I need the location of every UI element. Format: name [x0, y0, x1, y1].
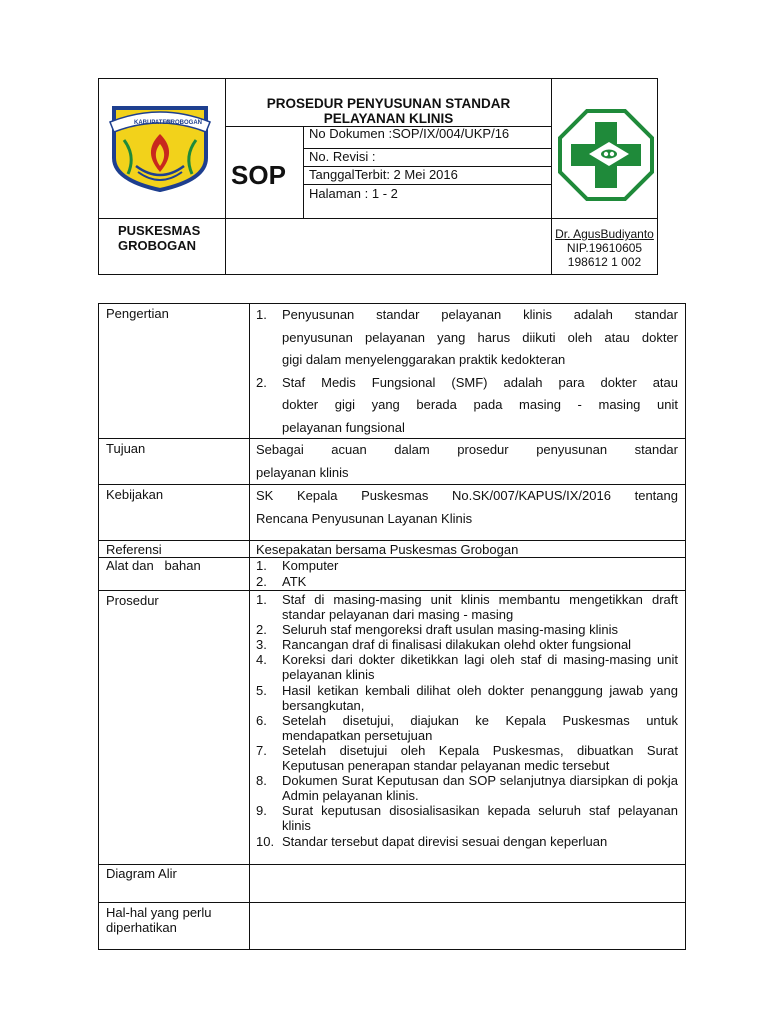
item-number: 1. — [256, 307, 267, 322]
item-line: Staf Medis Fungsional (SMF) adalah para dokter atau — [282, 374, 678, 390]
pengertian-item — [256, 372, 678, 440]
step-text: Setelah disetujui oleh Kepala Puskesmas, dibuatkan Surat Keputusan penerapan standar pelayanan medic tersebut — [282, 742, 678, 774]
alat-content — [256, 558, 678, 589]
step-number: 6. — [256, 712, 267, 728]
step-text: Staf di masing-masing unit klinis membantu mengetikkan draft standar pelayanan dari masing - masing — [282, 592, 678, 623]
step-number: 1. — [256, 592, 267, 607]
prosedur-step — [256, 713, 678, 743]
organization-name-line1: PUSKESMAS — [118, 223, 201, 238]
step-text: Hasil ketikan kembali dilihat oleh dokter penanggung jawab yang bersangkutan, — [282, 682, 678, 713]
step-text: Surat keputusan disosialisasikan kepada seluruh staf pelayanan klinis — [282, 803, 678, 834]
document-title-line2: PELAYANAN KLINIS — [323, 111, 454, 126]
step-text: Setelah disetujui, diajukan ke Kepala Puskesmas untuk mendapatkan persetujuan — [282, 712, 678, 743]
signer-nip-line2: 198612 1 002 — [567, 255, 642, 269]
svg-text:GROBOGAN: GROBOGAN — [166, 120, 202, 126]
step-number: 8. — [256, 773, 267, 789]
step-number: 5. — [256, 682, 267, 698]
prosedur-step — [256, 773, 678, 803]
hal-label-line1: Hal-hal yang perlu — [106, 905, 212, 920]
step-text: Rancangan draf di finalisasi dilakukan olehd okter fungsional — [282, 637, 632, 653]
row-label-referensi: Referensi — [106, 542, 162, 557]
hal-label-line2: diperhatikan — [106, 920, 177, 935]
signer-name: Dr. AgusBudiyanto — [555, 227, 654, 241]
step-text: Koreksi dari dokter diketikkan lagi oleh staf di masing-masing unit pelayanan klinis — [282, 652, 678, 683]
alat-item — [256, 574, 678, 590]
prosedur-step — [256, 834, 678, 849]
kebijakan-line: SK Kepala Puskesmas No.SK/007/KAPUS/IX/2016 tentang — [256, 488, 678, 503]
issue-date: TanggalTerbit: 2 Mei 2016 — [309, 167, 458, 182]
svg-text:KABUPATEN: KABUPATEN — [134, 120, 171, 126]
step-text: Standar tersebut dapat direvisi sesuai dengan keperluan — [282, 833, 608, 849]
grobogan-regency-logo — [106, 100, 214, 192]
step-number: 7. — [256, 742, 267, 758]
signature-block — [552, 227, 657, 269]
puskesmas-logo — [557, 108, 655, 202]
revision-number: No. Revisi : — [309, 149, 376, 164]
pengertian-content — [256, 304, 678, 439]
page-number: Halaman : 1 - 2 — [309, 186, 398, 201]
pengertian-item — [256, 304, 678, 372]
step-number: 10. — [256, 833, 275, 849]
row-label-pengertian: Pengertian — [106, 306, 169, 321]
row-label-kebijakan: Kebijakan — [106, 487, 164, 502]
tujuan-line: Sebagai acuan dalam prosedur penyusunan standar — [256, 442, 678, 457]
item-line: gigi dalam menyelenggarakan praktik kedokteran — [282, 352, 566, 367]
organization-name-line2: GROBOGAN — [118, 238, 196, 253]
item-line: dokter gigi yang berada pada masing - masing unit — [282, 397, 678, 412]
doc-number: No Dokumen :SOP/IX/004/UKP/16 — [309, 126, 510, 141]
tujuan-line: pelayanan klinis — [256, 464, 349, 480]
sop-label: SOP — [231, 160, 286, 190]
row-label-tujuan: Tujuan — [106, 441, 146, 456]
step-number: 3. — [256, 637, 267, 653]
document-title — [226, 96, 551, 126]
puskesmas-cross-icon — [557, 108, 655, 202]
kebijakan-content — [256, 485, 678, 530]
prosedur-step — [256, 592, 678, 622]
item-line: pelayanan fungsional — [282, 419, 405, 435]
prosedur-step — [256, 803, 678, 833]
referensi-content: Kesepakatan bersama Puskesmas Grobogan — [256, 542, 519, 557]
tujuan-content — [256, 439, 678, 484]
step-number: 4. — [256, 652, 267, 668]
item-line: penyusunan pelayanan yang harus diikuti oleh atau dokter — [282, 329, 678, 345]
prosedur-content — [256, 592, 678, 849]
row-label-prosedur: Prosedur — [106, 593, 159, 608]
item-text: ATK — [282, 573, 307, 589]
item-text: Komputer — [282, 558, 339, 573]
signer-nip-line1: NIP.19610605 — [566, 241, 643, 255]
step-text: Dokumen Surat Keputusan dan SOP selanjutnya diarsipkan di pokja Admin pelayanan klinis. — [282, 773, 678, 804]
item-number: 1. — [256, 558, 267, 573]
row-label-diagram-alir: Diagram Alir — [106, 866, 177, 881]
item-number: 2. — [256, 573, 267, 589]
prosedur-step — [256, 652, 678, 682]
row-label-hal-hal — [106, 905, 212, 935]
prosedur-step — [256, 637, 678, 652]
organization-name — [118, 223, 200, 253]
kebijakan-line: Rencana Penyusunan Layanan Klinis — [256, 510, 473, 526]
item-number: 2. — [256, 374, 267, 390]
prosedur-step — [256, 683, 678, 713]
prosedur-step — [256, 622, 678, 637]
alat-item — [256, 558, 678, 574]
step-number: 9. — [256, 803, 267, 819]
step-text: Seluruh staf mengoreksi draft usulan masing-masing klinis — [282, 622, 618, 638]
document-title-line1: PROSEDUR PENYUSUNAN STANDAR — [266, 96, 511, 111]
item-line: Penyusunan standar pelayanan klinis adalah standar — [282, 307, 678, 322]
step-number: 2. — [256, 622, 267, 638]
row-label-alat-bahan: Alat dan bahan — [106, 558, 201, 573]
regency-emblem-icon — [106, 100, 214, 192]
prosedur-step — [256, 743, 678, 773]
